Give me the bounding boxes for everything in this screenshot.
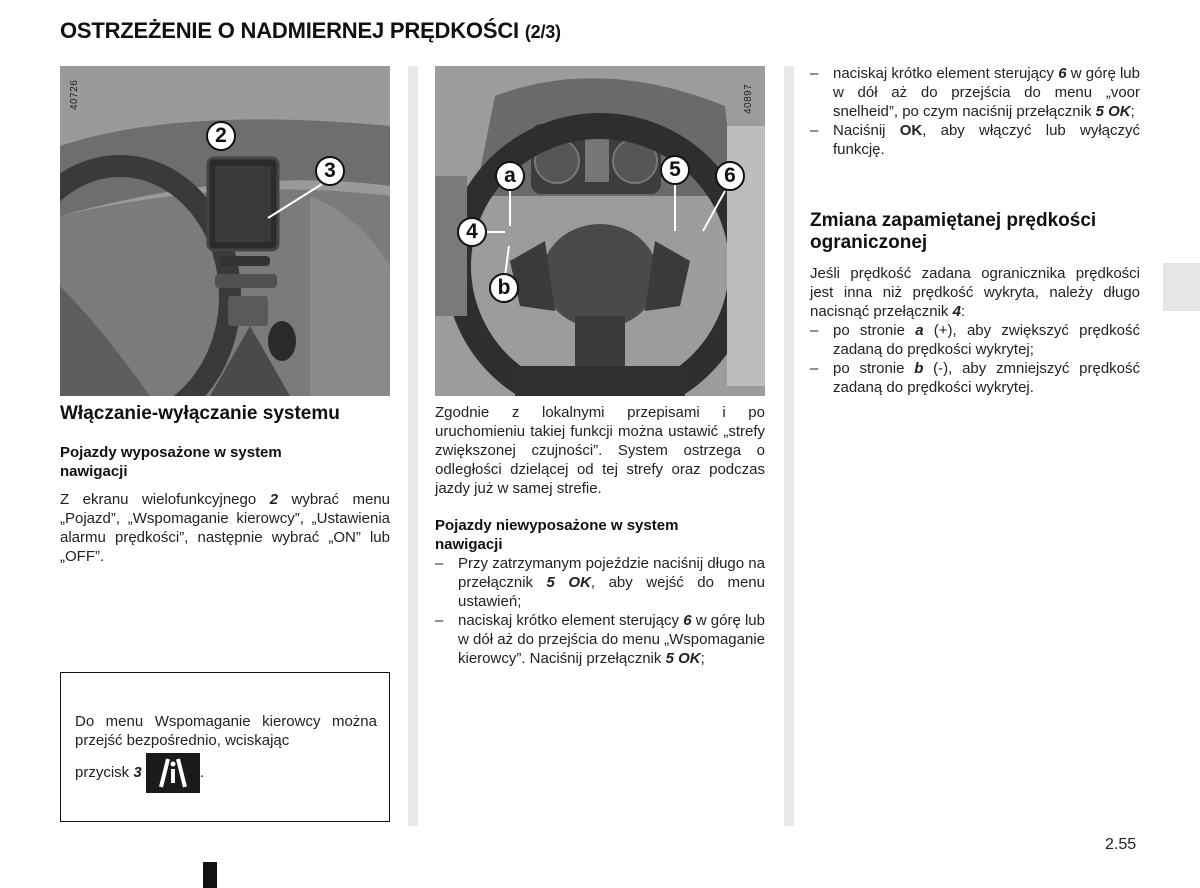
ref-4: 4 xyxy=(952,303,961,320)
subheading-with-nav: Pojazdy wyposażone w system nawigacji xyxy=(60,444,282,480)
section-heading-enable-disable: Włączanie-wyłączanie systemu xyxy=(60,403,340,424)
callout-2: 2 xyxy=(206,121,236,151)
list-item: – Naciśnij OK, aby włączyć lub wyłączyć funkcję. xyxy=(810,121,1140,159)
figure-ref-right: 40897 xyxy=(743,83,754,114)
list-item: – naciskaj krótko element sterujący 6 w górę lub w dół aż do przejścia do menu „voor snelheid”, po czym naciśnij przełącznik 5 OK; xyxy=(810,64,1140,121)
steps-list-continued xyxy=(810,64,1140,159)
chapter-tab xyxy=(1163,263,1200,311)
column-separator-1 xyxy=(408,66,418,826)
figure-ref-left: 40726 xyxy=(69,79,80,110)
title-sub: (2/3) xyxy=(524,22,561,42)
note-box xyxy=(60,672,390,822)
section-heading-change-speed: Zmiana zapamiętanej prędkości ograniczonej xyxy=(810,210,1097,253)
page-title xyxy=(60,18,561,44)
list-item: – naciskaj krótko element sterujący 6 w górę lub w dół aż do przejścia do menu „Wspomaganie kierowcy”. Naciśnij przełącznik 5 OK; xyxy=(435,611,765,668)
paragraph-change-speed: Jeśli prędkość zadana ogranicznika prędkości jest inna niż prędkość wykryta, należy długo nacisnąć przełącznik 4: xyxy=(810,265,1140,320)
callout-b: b xyxy=(489,273,519,303)
page-edge-mark xyxy=(203,862,217,888)
callout-6: 6 xyxy=(715,161,745,191)
note-button-line: przycisk 3 . xyxy=(75,753,377,793)
column-separator-2 xyxy=(784,66,794,826)
list-item: – po stronie a (+), aby zwiększyć prędkość zadaną do prędkości wykrytej; xyxy=(810,321,1140,359)
callout-3: 3 xyxy=(315,156,345,186)
dashboard-figure xyxy=(60,66,390,396)
steering-wheel-figure xyxy=(435,66,765,396)
subheading-without-nav: Pojazdy niewyposażone w system nawigacji xyxy=(435,517,679,553)
list-item: – po stronie b (-), aby zmniejszyć prędkość zadaną do prędkości wykrytej. xyxy=(810,359,1140,397)
ref-3: 3 xyxy=(133,763,142,781)
dashboard-illustration xyxy=(60,66,390,396)
page-number: 2.55 xyxy=(1105,836,1137,853)
callout-4: 4 xyxy=(457,217,487,247)
note-text: Do menu Wspomaganie kierowcy można przejść bezpośrednio, wciskając xyxy=(75,713,377,749)
title-main: OSTRZEŻENIE O NADMIERNEJ PRĘDKOŚCI xyxy=(60,18,519,43)
driving-assist-button-icon xyxy=(146,753,200,793)
paragraph-enable-steps: Z ekranu wielofunkcyjnego 2 wybrać menu „Pojazd”, „Wspomaganie kierowcy”, „Ustawienia alarmu prędkości”, następnie wybrać „ON” lub „OFF”. xyxy=(60,491,391,565)
callout-5: 5 xyxy=(660,155,690,185)
paragraph-alert-zones: Zgodnie z lokalnymi przepisami i po uruchomieniu takiej funkcji można ustawić „strefy zwiększonej czujności”. System ostrzega o odległości dzielącej od tej strefy oraz podczas jazdy już w samej strefie. xyxy=(435,404,765,497)
ref-2: 2 xyxy=(269,491,279,508)
callout-a: a xyxy=(495,161,525,191)
steps-list-without-nav xyxy=(435,554,765,668)
list-item: – Przy zatrzymanym pojeździe naciśnij długo na przełącznik 5 OK, aby wejść do menu ustawień; xyxy=(435,554,765,611)
speed-adjust-list xyxy=(810,321,1140,397)
